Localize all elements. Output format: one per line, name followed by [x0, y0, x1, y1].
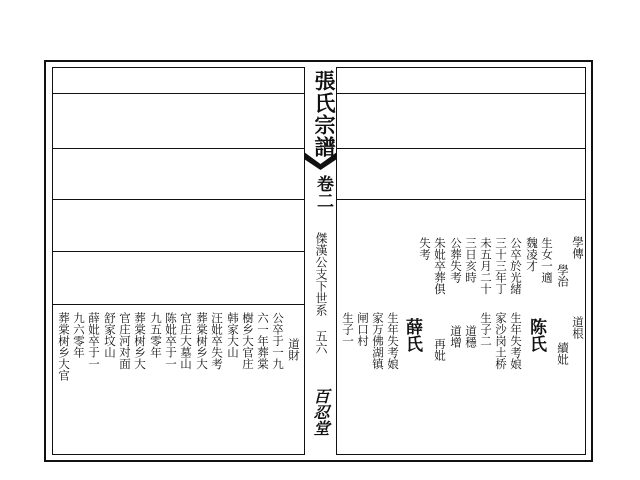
text-column: 生年失考娘 [386, 312, 400, 370]
text-column: 再妣 [433, 338, 447, 361]
rule-line [337, 199, 586, 200]
text-column: 朱妣卒葬俱 [433, 237, 447, 295]
rule-line [337, 93, 586, 94]
hall-name: 百忍堂 [311, 388, 330, 436]
text-column: 汪妣卒失考 [210, 312, 224, 370]
text-column: 葬棠树乡大 [195, 312, 209, 370]
text-column: 公卒于一九 [271, 312, 285, 370]
text-column: 道財 [287, 338, 301, 361]
text-column: 生女一適 [540, 237, 554, 283]
text-column: 闸口村 [356, 312, 370, 347]
spouse-heading: 薛氏 [402, 318, 422, 352]
text-column: 道增 [449, 325, 463, 348]
rule-line [52, 199, 304, 200]
genealogy-title: 張氏宗譜 [312, 70, 337, 158]
text-column: 九六零年 [72, 312, 86, 358]
volume-label: 卷二 [313, 175, 333, 209]
text-column: 生子二 [479, 312, 493, 347]
text-column: 生年失考娘 [509, 312, 523, 370]
text-column: 公葬失考 [449, 237, 463, 283]
text-column: 三十三年丁 [494, 237, 508, 295]
text-column: 道根 [571, 316, 585, 339]
text-column: 官庄河对面 [118, 312, 132, 370]
rule-line [52, 148, 304, 149]
text-column: 三日亥時 [464, 237, 478, 283]
rule-line [52, 93, 304, 94]
text-column: 薛妣卒于一 [87, 312, 101, 370]
text-column: 學治 [556, 264, 570, 287]
spouse-heading: 陈氏 [526, 318, 546, 352]
rule-line [337, 148, 586, 149]
text-column: 葬棠树乡大 [133, 312, 147, 370]
text-column: 失考 [418, 237, 432, 260]
text-column: 樹乡大官庄 [241, 312, 255, 370]
page-number: 五六 [314, 330, 328, 354]
text-column: 生子一 [341, 312, 355, 347]
text-column: 六一年葬棠 [256, 312, 270, 370]
rule-line [52, 304, 304, 305]
text-column: 陈妣卒于一 [164, 312, 178, 370]
text-column: 魏凌才 [525, 237, 539, 272]
text-column: 九五零年 [149, 312, 163, 358]
text-column: 未五月二十 [479, 237, 493, 295]
text-column: 韩家大山 [226, 312, 240, 358]
text-column: 道穩 [464, 325, 478, 348]
rule-line [52, 251, 304, 252]
text-column: 續妣 [556, 342, 570, 365]
text-column: 官庄大墓山 [179, 312, 193, 370]
text-column: 葬棠树乡大官 [57, 312, 71, 381]
text-column: 學傳 [571, 236, 585, 259]
text-column: 家万佛湖镇 [371, 312, 385, 370]
text-column: 舒家坟山 [103, 312, 117, 358]
text-column: 公卒於光緒 [509, 237, 523, 295]
text-column: 家沙岗土桥 [494, 312, 508, 370]
lineage-label: 傑漢公支下世系 [314, 232, 328, 316]
